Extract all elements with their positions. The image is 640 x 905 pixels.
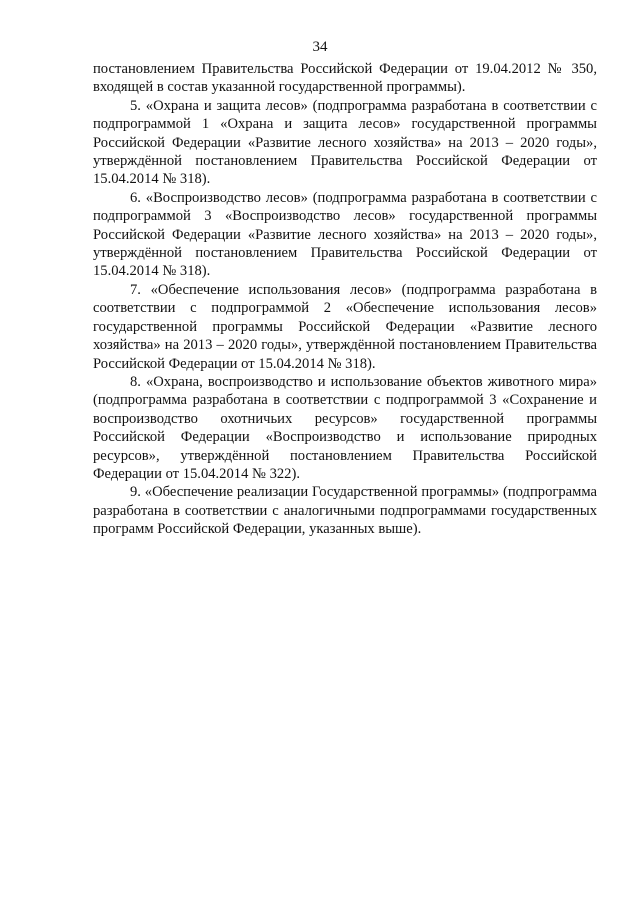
paragraph-item-5: 5. «Охрана и защита лесов» (подпрограмма разработана в соответствии с подпрограммой 1 «Охрана и защита лесов» государственной программы Российской Федерации «Развитие лесного хозяйства» на 2013 – 2020 годы», утверждённой постановлением Правительства Российской Федерации от 15.04.2014 № 318). [93,97,597,188]
paragraph-item-7: 7. «Обеспечение использования лесов» (подпрограмма разработана в соответствии с подпрограммой 2 «Обеспечение использования лесов» государственной программы Российской Федерации «Развитие лесного хозяйства» на 2013 – 2020 годы», утверждённой постановлением Правительства Российской Федерации от 15.04.2014 № 318). [93,281,597,372]
paragraph-item-6: 6. «Воспроизводство лесов» (подпрограмма разработана в соответствии с подпрограммой 3 «Воспроизводство лесов» государственной программы Российской Федерации «Развитие лесного хозяйства» на 2013 – 2020 годы», утверждённой постановлением Правительства Российской Федерации от 15.04.2014 № 318). [93,189,597,280]
paragraph-item-9: 9. «Обеспечение реализации Государственной программы» (подпрограмма разработана в соответствии с аналогичными подпрограммами государственных программ Российской Федерации, указанных выше). [93,484,597,538]
page-number: 34 [312,39,328,55]
paragraph-continuation: постановлением Правительства Российской Федерации от 19.04.2012 № 350, входящей в состав указанной государственной программы). [93,61,597,96]
document-body [93,60,597,539]
paragraph-item-8: 8. «Охрана, воспроизводство и использование объектов животного мира» (подпрограмма разработана в соответствии с подпрограммой 3 «Сохранение и воспроизводство охотничьих ресурсов» государственной программы Российской Федерации «Воспроизводство и использование природных ресурсов», утверждённой постановлением Правительства Российской Федерации от 15.04.2014 № 322). [93,373,597,482]
